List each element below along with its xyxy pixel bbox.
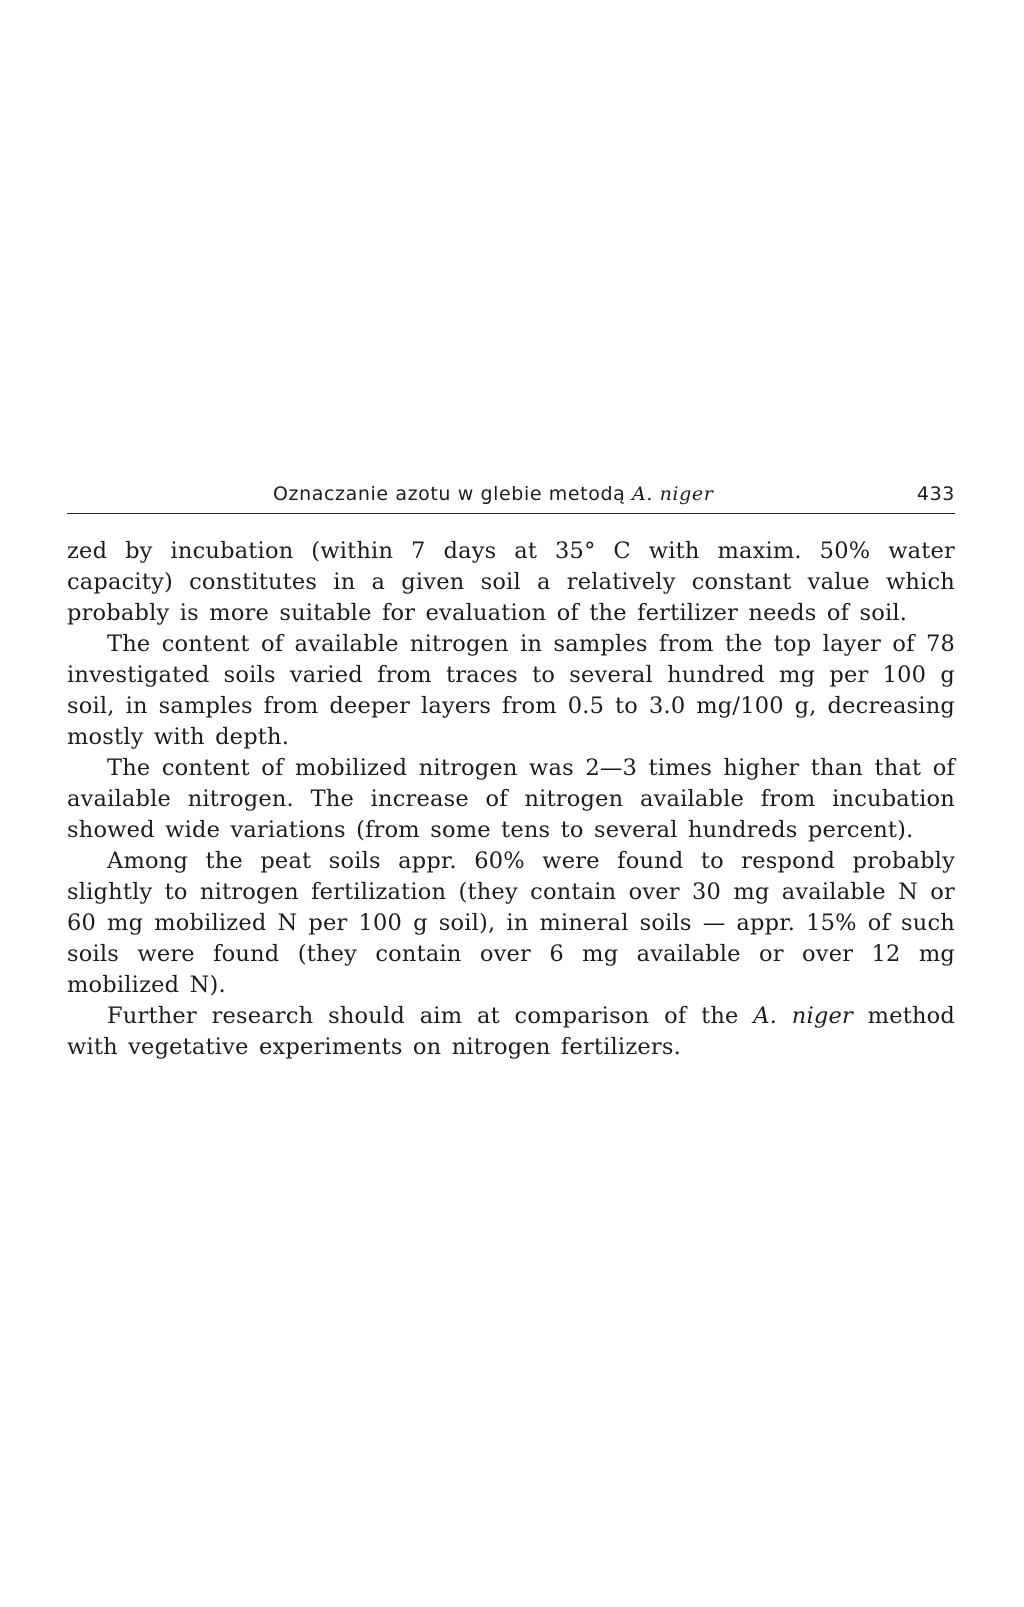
further-research-text-start: Further research should aim at comparison of the — [107, 1003, 754, 1029]
paragraph-available-nitrogen: The content of available nitrogen in samples from the top layer of 78 investigated soils varied from traces to several hundred mg per 100 g soil, in samples from deeper layers from 0.5 to 3.0 mg/100 g, decreasing mostly with depth. — [67, 631, 955, 750]
running-title-text: Oznaczanie azotu w glebie metodą — [273, 483, 632, 505]
body-text — [67, 536, 955, 1063]
further-research-text-end: method with vegetative experiments on nitrogen fertilizers. — [67, 1003, 955, 1060]
paragraph-continuation: zed by incubation (within 7 days at 35° C with maxim. 50% water capacity) constitutes in a given soil a relatively constant value which probably is more suitable for evaluation of the fertilizer needs of soil. — [67, 538, 955, 626]
running-head — [67, 473, 955, 514]
document-page — [67, 473, 955, 1063]
paragraph-mobilized-nitrogen: The content of mobilized nitrogen was 2—3 times higher than that of available nitrogen. The increase of nitrogen available from incubation showed wide variations (from some tens to several hundreds percent). — [67, 755, 955, 843]
paragraph-peat-soils: Among the peat soils appr. 60% were found to respond probably slightly to nitrogen fertilization (they contain over 30 mg available N or 60 mg mobilized N per 100 g soil), in mineral soils — appr. 15% of such soils were found (they contain over 6 mg available or over 12 mg mobilized N). — [67, 848, 955, 998]
running-title — [273, 483, 713, 505]
species-name: A. niger — [753, 1003, 853, 1029]
paragraph-further-research — [67, 1001, 955, 1063]
page-number: 433 — [916, 483, 955, 505]
running-title-species: A. niger — [632, 483, 714, 505]
